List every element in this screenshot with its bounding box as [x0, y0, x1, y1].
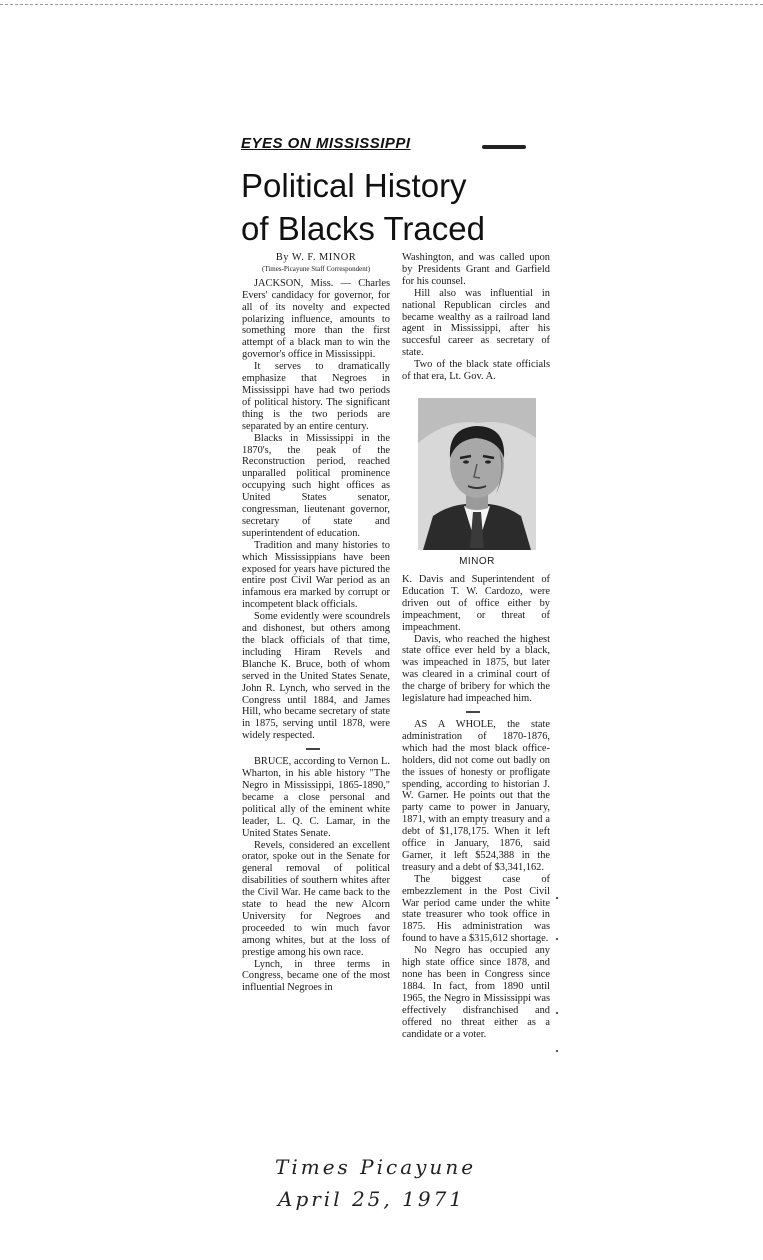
- scan-speck: [556, 1012, 558, 1014]
- scan-speck: [556, 897, 558, 899]
- byline: By W. F. MINOR: [275, 252, 357, 263]
- paragraph: BRUCE, according to Vernon L. Wharton, in his able history "The Negro in Mississippi, 1865-1890," became a close personal and political ally of the eminent white leader, L. Q. C. Lamar, in the United States Senate.: [242, 756, 390, 839]
- scan-speck: [556, 938, 558, 940]
- section-separator: [242, 742, 390, 756]
- paragraph: K. Davis and Superintendent of Education T. W. Cardozo, were driven out of office either by impeachment, or threat of impeachment.: [402, 574, 550, 633]
- handwritten-date-note: April 25, 1971: [278, 1187, 466, 1211]
- paragraph: Davis, who reached the highest state office ever held by a black, was impeached in 1875, but later was cleared in a criminal court of the charge of bribery for which the legislature had impeached him.: [402, 633, 550, 705]
- kicker-dash: [482, 145, 526, 149]
- paragraph: It serves to dramatically emphasize that Negroes in Mississippi have had two periods of political history. The significant thing is the two periods are separated by an entire century.: [242, 361, 390, 432]
- headline: [241, 164, 561, 250]
- photo-caption: MINOR: [459, 556, 495, 567]
- paragraph: Tradition and many histories to which Mississippians have been exposed for years have pictured the entire post Civil War period as an infamous era marked by corrupt or incompetent black officials.: [242, 539, 390, 611]
- paragraph: No Negro has occupied any high state office since 1878, and none has been in Congress since 1884. In fact, from 1890 until 1965, the Negro in Mississippi was effectively disfranchised and offered no threat either as a candidate or a voter.: [402, 945, 550, 1040]
- section-kicker: EYES ON MISSISSIPPI: [241, 135, 411, 152]
- paragraph: JACKSON, Miss. — Charles Evers' candidacy for governor, for all of its novelty and expected polarizing influence, amounts to something more than the first attempt of a black man to win the governor's office in Mississippi.: [242, 277, 390, 361]
- paragraph: The biggest case of embezzlement in the Post Civil War period came under the white state treasurer who took office in 1875. His administration was found to have a $315,612 shortage.: [402, 873, 550, 945]
- headline-line-2: of Blacks Traced: [241, 210, 485, 247]
- right-column-top: [402, 252, 550, 383]
- headline-line-1: Political History: [241, 167, 467, 204]
- author-portrait-photo: [418, 398, 536, 550]
- paragraph: Two of the black state officials of that era, Lt. Gov. A.: [402, 359, 550, 383]
- paragraph: Some evidently were scoundrels and dishonest, but others among the black officials of that time, including Hiram Revels and Blanche K. Bruce, both of whom served in the United States Senate, John R. Lynch, who served in the Congress until 1884, and James Hill, who became secretary of state in 1875, serving until 1878, were widely respected.: [242, 611, 390, 742]
- paragraph: Washington, and was called upon by Presidents Grant and Garfield for his counsel.: [402, 252, 550, 287]
- handwritten-source-note: Times Picayune: [275, 1155, 477, 1179]
- byline-credit: (Times-Picayune Staff Correspondent): [261, 264, 371, 273]
- paragraph: Blacks in Mississippi in the 1870's, the peak of the Reconstruction period, reached unparalled political prominence occupying such hight offices as United States senator, congressman, lieutenant governor, secretary of state and superintendent of education.: [242, 432, 390, 539]
- paragraph: Hill also was influential in national Republican circles and became wealthy as a railroad land agent in Mississippi, after his succesful career as secretary of state.: [402, 287, 550, 359]
- paragraph: Lynch, in three terms in Congress, became one of the most influential Negroes in: [242, 958, 390, 994]
- left-column: [242, 252, 390, 994]
- right-column-bottom: [402, 574, 550, 1040]
- page-top-dashed-rule: [0, 4, 763, 5]
- paragraph: AS A WHOLE, the state administration of 1870-1876, which had the most black office-holders, did not come out badly on the issues of honesty or profligate spending, according to historian J. W. Garner. He points out that the party came to power in January, 1871, with an empty treasury and a debt of $1,178,175. When it left office in January, 1876, said Garner, it left $524,388 in the treasury and a debt of $3,341,162.: [402, 718, 550, 873]
- portrait-illustration: [418, 398, 536, 550]
- section-separator: [402, 705, 550, 719]
- scan-speck: [556, 1050, 558, 1052]
- paragraph: Revels, considered an excellent orator, spoke out in the Senate for general removal of political disabilities of southern whites after the Civil War. He came back to the state to head the new Alcorn University for Negroes and proceeded to win much favor among whites, but at the loss of prestige among his own race.: [242, 839, 390, 958]
